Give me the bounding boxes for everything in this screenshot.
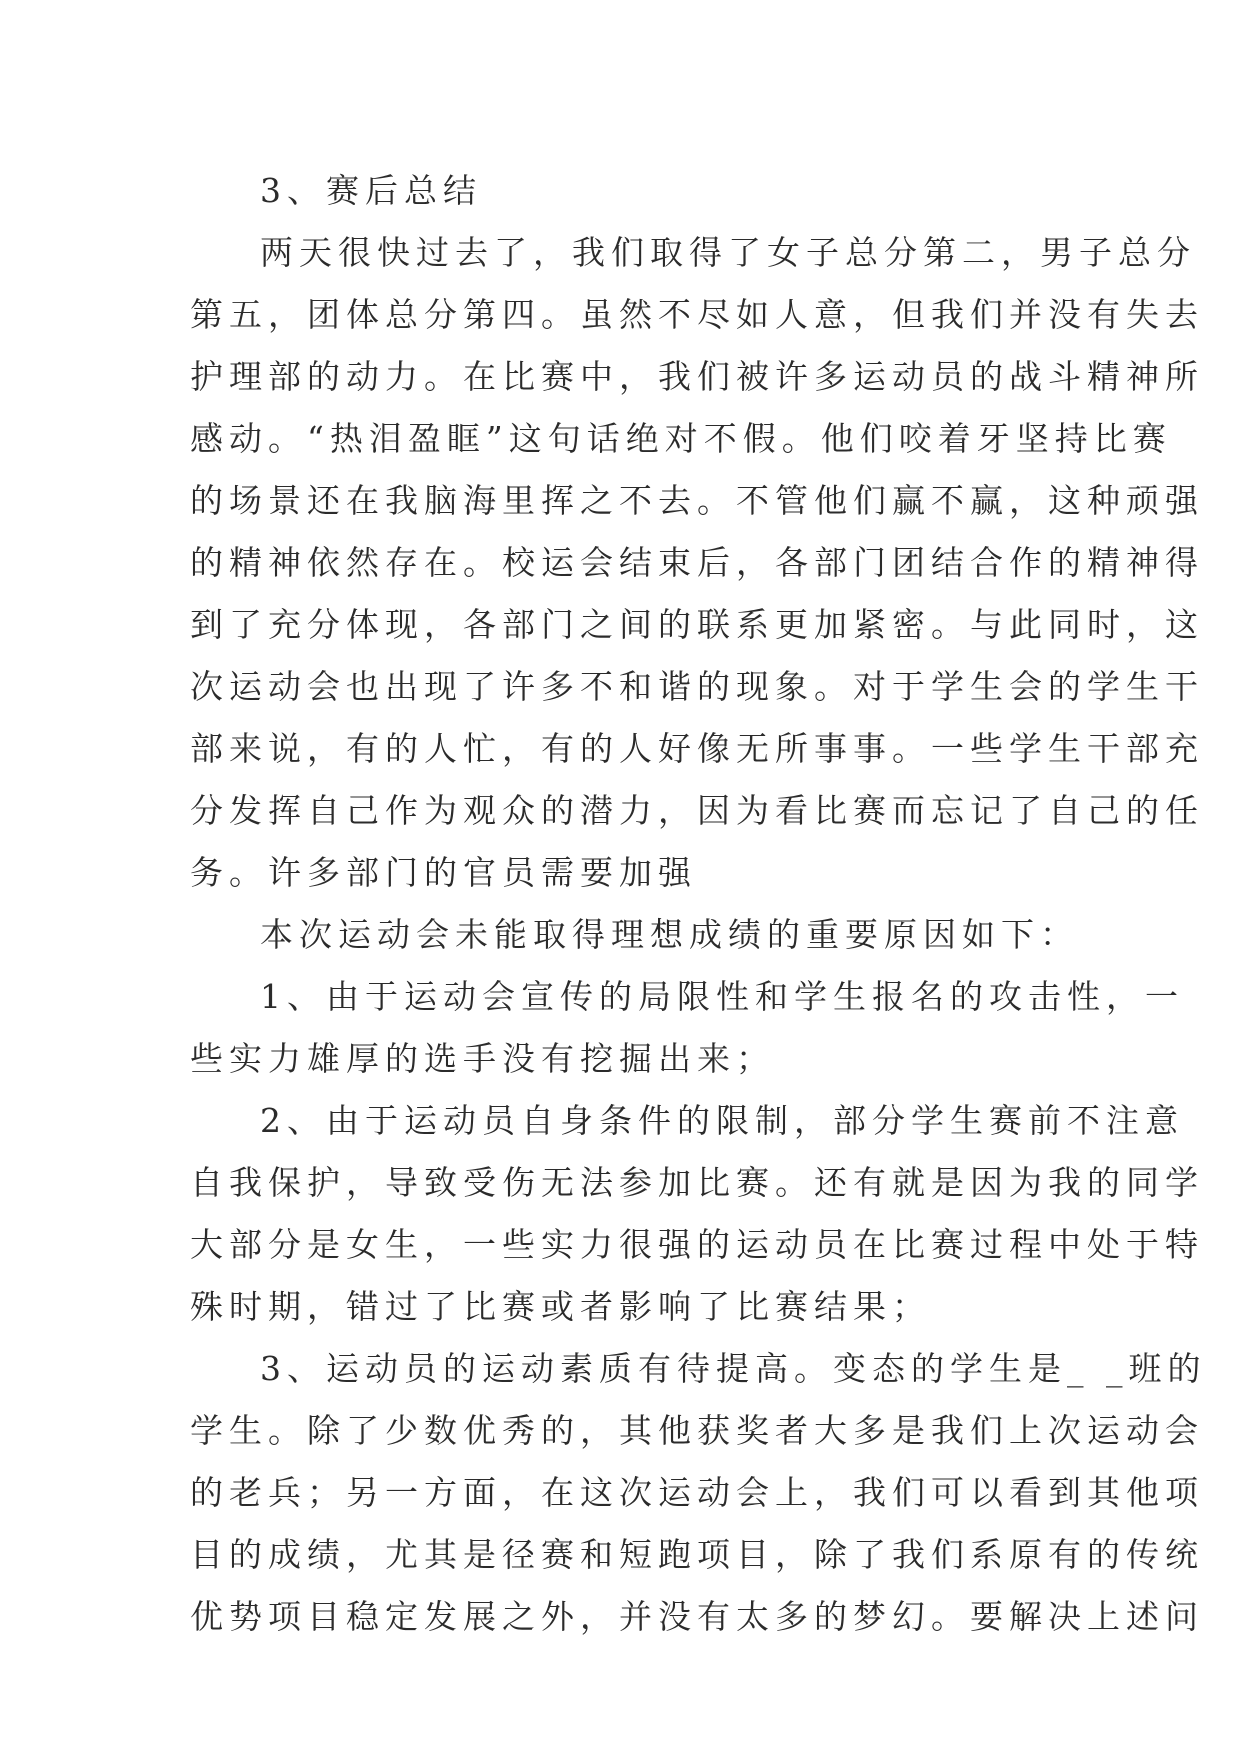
document-body (190, 160, 1207, 1648)
text-line: 本次运动会未能取得理想成绩的重要原因如下： (260, 915, 1079, 954)
text-line: 大部分是女生，一些实力很强的运动员在比赛过程中处于特 (190, 1225, 1204, 1264)
text-line: 2、由于运动员自身条件的限制，部分学生赛前不注意 (260, 1101, 1184, 1140)
text-line: 的精神依然存在。校运会结束后，各部门团结合作的精神得 (190, 543, 1204, 582)
text-line: 务。许多部门的官员需要加强 (190, 853, 697, 892)
text-line: 分发挥自己作为观众的潜力，因为看比赛而忘记了自己的任 (190, 791, 1204, 830)
paragraph-reason-2 (190, 1090, 1204, 1338)
text-line: 些实力雄厚的选手没有挖掘出来； (190, 1039, 775, 1078)
text-line: 自我保护，导致受伤无法参加比赛。还有就是因为我的同学 (190, 1163, 1204, 1202)
text-line: 学生。除了少数优秀的，其他获奖者大多是我们上次运动会 (190, 1411, 1204, 1450)
text-line: 到了充分体现，各部门之间的联系更加紧密。与此同时，这 (190, 605, 1204, 644)
text-line: 3、运动员的运动素质有待提高。变态的学生是_ _班的 (260, 1349, 1207, 1388)
text-line: 目的成绩，尤其是径赛和短跑项目，除了我们系原有的传统 (190, 1535, 1204, 1574)
text-line: 1、由于运动会宣传的局限性和学生报名的攻击性，一 (260, 977, 1184, 1016)
text-line: 第五，团体总分第四。虽然不尽如人意，但我们并没有失去 (190, 295, 1204, 334)
text-line: 殊时期，错过了比赛或者影响了比赛结果； (190, 1287, 931, 1326)
text-line: 部来说，有的人忙，有的人好像无所事事。一些学生干部充 (190, 729, 1204, 768)
text-line: 优势项目稳定发展之外，并没有太多的梦幻。要解决上述问 (190, 1597, 1204, 1636)
text-line: 的老兵；另一方面，在这次运动会上，我们可以看到其他项 (190, 1473, 1204, 1512)
text-line: 感动。“热泪盈眶”这句话绝对不假。他们咬着牙坚持比赛 (190, 419, 1172, 458)
text-line: 次运动会也出现了许多不和谐的现象。对于学生会的学生干 (190, 667, 1204, 706)
text-line: 护理部的动力。在比赛中，我们被许多运动员的战斗精神所 (190, 357, 1204, 396)
text-line: 的场景还在我脑海里挥之不去。不管他们赢不赢，这种顽强 (190, 481, 1204, 520)
paragraph-reason-3 (190, 1338, 1207, 1648)
paragraph-summary (190, 222, 1204, 904)
paragraph-reason-1 (190, 966, 1184, 1090)
paragraph-reasons-intro (190, 904, 1079, 966)
section-heading: 3、赛后总结 (260, 171, 482, 210)
text-line: 两天很快过去了，我们取得了女子总分第二，男子总分 (260, 233, 1196, 272)
